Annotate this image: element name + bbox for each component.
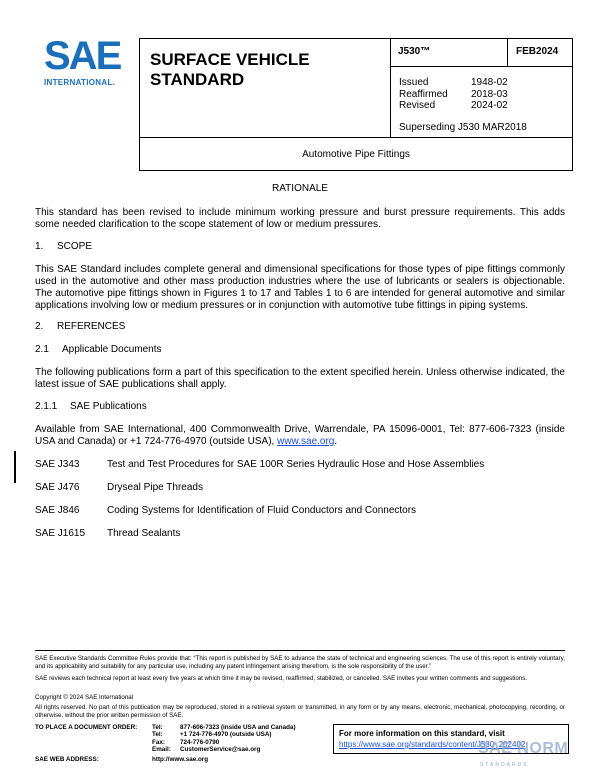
- section-number: 2.1.1: [35, 401, 58, 412]
- document-number: J530™: [398, 46, 431, 57]
- reference-code: SAE J846: [35, 505, 80, 516]
- order-key: Tel:: [152, 724, 163, 731]
- rationale-text: This standard has been revised to include minimum working pressure and burst pressure requirements. This adds some needed clarification to the scope statement of low or medium pressures.: [35, 207, 565, 230]
- order-row: [35, 746, 296, 753]
- document-date: FEB2024: [516, 46, 559, 57]
- header-divider: [507, 38, 508, 66]
- reference-code: SAE J343: [35, 459, 80, 470]
- reference-row: [35, 505, 416, 516]
- order-row: [35, 724, 296, 731]
- header-divider: [390, 66, 573, 67]
- section-title: Applicable Documents: [62, 344, 162, 355]
- footer-rules: SAE Executive Standards Committee Rules provide that: “This report is published by SAE to advance the state of technical and engineering sciences. The use of this report is entirely voluntary, and its applicability and suitability for any particular use, including any patent infringement arising therefrom, is the sole responsibility of the user.”: [35, 655, 565, 670]
- section-heading-references: [35, 321, 565, 333]
- revision-bar: [14, 451, 16, 483]
- header-divider: [139, 137, 573, 138]
- order-value: 724-776-0790: [180, 738, 220, 746]
- history-value: 2018-03: [471, 88, 508, 100]
- footer-copyright: Copyright © 2024 SAE International: [35, 694, 134, 701]
- history-label: Issued: [399, 77, 429, 88]
- section-heading-applicable-documents: [35, 344, 565, 356]
- standard-content-link[interactable]: https://www.sae.org/standards/content/J530_202402: [339, 740, 526, 749]
- footer-rights: All rights reserved. No part of this publication may be reproduced, stored in a retrieval system or transmitted, in any form or by any means, electronic, mechanical, photocopying, recording, or otherwise, without the prior written permission of SAE.: [35, 704, 565, 719]
- history-label: Revised: [399, 100, 436, 111]
- order-key: Email:: [152, 746, 171, 754]
- reference-title: Test and Test Procedures for SAE 100R Series Hydraulic Hose and Hose Assemblies: [107, 459, 485, 470]
- order-key: Fax:: [152, 738, 165, 746]
- history-row: [399, 100, 508, 112]
- section-heading-scope: [35, 241, 565, 253]
- web-address[interactable]: http://www.sae.org: [152, 755, 209, 763]
- sae-publications-text: [35, 424, 565, 448]
- order-value: +1 724-776-4970 (outside USA): [180, 731, 272, 739]
- history-label: Reaffirmed: [399, 88, 448, 100]
- watermark-subtitle: STANDARDS: [480, 762, 529, 768]
- order-value: 877-606-7323 (inside USA and Canada): [180, 724, 296, 731]
- web-label: SAE WEB ADDRESS:: [35, 755, 99, 763]
- reference-title: Coding Systems for Identification of Fluid Conductors and Connectors: [107, 505, 417, 516]
- history-row: [399, 89, 508, 101]
- sae-website-link[interactable]: www.sae.org: [277, 436, 335, 447]
- section-heading-sae-publications: [35, 401, 565, 413]
- section-number: 2.: [35, 321, 44, 332]
- period: .: [334, 436, 338, 447]
- order-label: TO PLACE A DOCUMENT ORDER:: [35, 724, 138, 731]
- applicable-documents-text: The following publications form a part of this specification to the extent specified herein. Unless otherwise indicated, the latest issue of SAE publications shall apply.: [35, 367, 565, 390]
- rationale-heading: RATIONALE: [272, 183, 328, 194]
- reference-row: [35, 528, 180, 539]
- history-row: [399, 77, 508, 89]
- section-title: REFERENCES: [57, 321, 126, 332]
- web-row: [35, 756, 296, 763]
- order-key: Tel:: [152, 731, 163, 739]
- section-number: 2.1: [35, 344, 49, 355]
- section-title: SAE Publications: [70, 401, 147, 412]
- reference-title: Dryseal Pipe Threads: [107, 482, 203, 493]
- reference-code: SAE J1615: [35, 528, 86, 539]
- sae-logo-subtitle: INTERNATIONAL.: [44, 78, 116, 87]
- document-type-title: SURFACE VEHICLE STANDARD: [150, 50, 310, 89]
- history-value: 2024-02: [471, 100, 508, 111]
- order-value: CustomerService@sae.org: [180, 746, 261, 754]
- section-number: 1.: [35, 241, 44, 252]
- footer-review: SAE reviews each technical report at least every five years at which time it may be revised, reaffirmed, stabilized, or cancelled. SAE invites your written comments and suggestions.: [35, 675, 528, 682]
- reference-title: Thread Sealants: [107, 528, 181, 539]
- more-info-title: For more information on this standard, visit: [339, 729, 505, 738]
- document-subtitle: Automotive Pipe Fittings: [302, 149, 410, 160]
- footer-divider: [35, 650, 565, 651]
- order-row: [35, 731, 296, 738]
- order-info: [35, 724, 296, 763]
- superseding-note: Superseding J530 MAR2018: [399, 122, 527, 133]
- publications-address: Available from SAE International, 400 Commonwealth Drive, Warrendale, PA 15096-0001, Tel: 877-606-7323 (inside USA and Canada) or +1 724-776-4970 (outside USA),: [35, 424, 565, 447]
- reference-row: [35, 459, 484, 470]
- scope-text: This SAE Standard includes complete general and dimensional specifications for those types of pipe fittings commonly used in the automotive and other mass production industries where the use of lubricants or sealers is objectionable. The automotive pipe fittings shown in Figures 1 to 17 and Tables 1 to 6 are intended for general automotive and similar applications involving low or medium pressures or in conjunction with automotive tube fittings in piping systems.: [35, 264, 565, 311]
- revision-history: [399, 77, 508, 112]
- order-row: [35, 739, 296, 746]
- reference-row: [35, 482, 203, 493]
- sae-logo: SAE: [44, 34, 121, 78]
- section-title: SCOPE: [57, 241, 93, 252]
- reference-code: SAE J476: [35, 482, 80, 493]
- watermark: SAE NORM: [478, 740, 569, 757]
- header-divider: [390, 38, 391, 137]
- history-value: 1948-02: [471, 77, 508, 88]
